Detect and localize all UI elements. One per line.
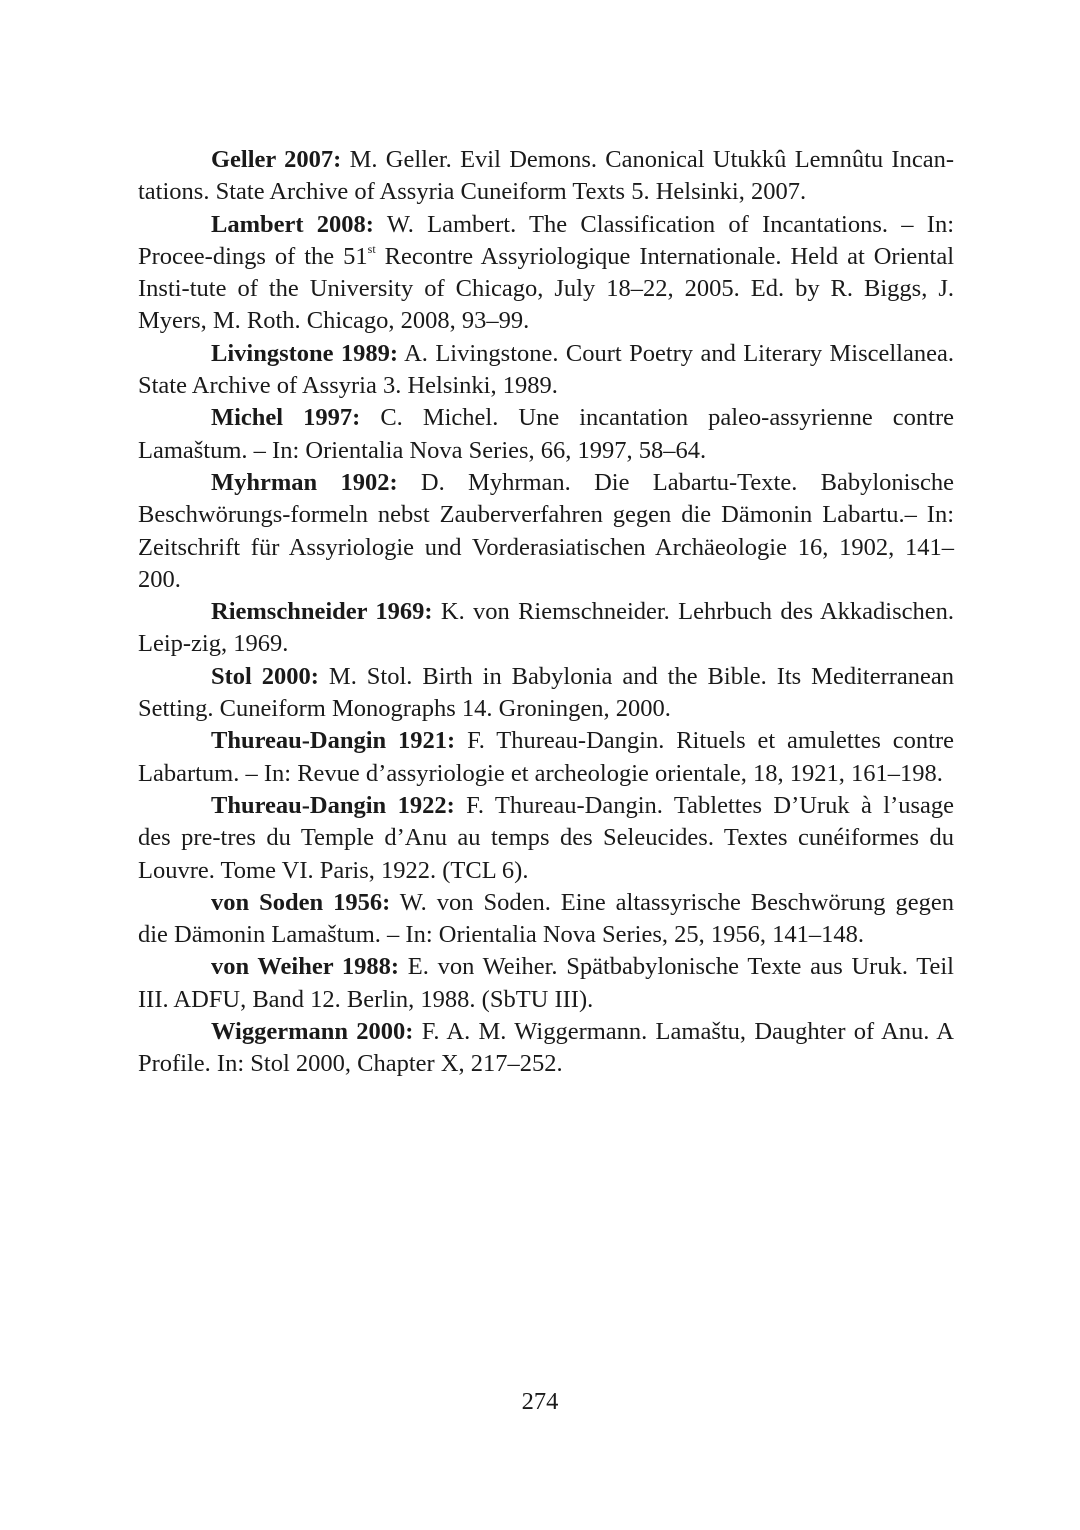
citation-text: F. Thureau-Dangin. Rituels et amulettes contre Labartum. – In: Revue d’assyriologie et archeologie orientale, 18, 1921, 161–198. [138, 727, 955, 787]
citation-text: A. Livingstone. Court Poetry and Literary Miscellanea. State Archive of Assyria 3. Helsinki, 1989. [138, 339, 954, 400]
citation-text: W. Lambert. The Classification of Incantations. – In: Procee-dings of the 51 [138, 210, 954, 270]
citation-key: von Soden 1956: [211, 888, 391, 916]
citation-text: W. von Soden. Eine altassyrische Beschwörung gegen die Dämonin Lamaštum. – In: Orientalia Nova Series, 25, 1956, 141–148. [138, 888, 954, 949]
page-number: 274 [521, 1388, 559, 1415]
bibliography-entry [138, 1016, 954, 1081]
citation-key: Livingstone 1989: [211, 339, 399, 367]
bibliography-entry [138, 596, 954, 661]
citation-text: F. A. M. Wiggermann. Lamaštu, Daughter of Anu. A Profile. In: Stol 2000, Chapter X, 217–252. [138, 1018, 954, 1078]
bibliography-entry [138, 661, 954, 726]
bibliography-entry [138, 887, 954, 952]
citation-key: Stol 2000: [211, 662, 319, 690]
citation-text: D. Myhrman. Die Labartu-Texte. Babylonische Beschwörungs-formeln nebst Zauberverfahren gegen die Dämonin Labartu.– In: Zeitschrift für Assyriologie und Vorderasiatischen Archäeologie 16, 1902, 141–200. [138, 468, 954, 593]
bibliography-entry [138, 402, 954, 467]
bibliography-entry [138, 144, 954, 209]
citation-key: Michel 1997: [211, 404, 361, 432]
bibliography-entry [138, 790, 954, 887]
citation-text: F. Thureau-Dangin. Tablettes D’Uruk à l’usage des pre-tres du Temple d’Anu au temps des Seleucides. Textes cunéiformes du Louvre. Tome VI. Paris, 1922. (TCL 6). [138, 791, 955, 884]
citation-key: Lambert 2008: [211, 210, 374, 238]
citation-text: Recontre Assyriologique Internationale. Held at Oriental Insti-tute of the University of Chicago, July 18–22, 2005. Ed. by R. Biggs, J. Myers, M. Roth. Chicago, 2008, 93–99. [138, 242, 955, 335]
bibliography-entry [138, 467, 954, 596]
bibliography-list [138, 144, 954, 1081]
citation-text: M. Stol. Birth in Babylonia and the Bible. Its Mediterranean Setting. Cuneiform Monographs 14. Groningen, 2000. [138, 662, 955, 723]
citation-text: K. von Riemschneider. Lehrbuch des Akkadischen. Leip-zig, 1969. [138, 598, 954, 658]
citation-text: M. Geller. Evil Demons. Canonical Utukkû Lemnûtu Incan-tations. State Archive of Assyria Cuneiform Texts 5. Helsinki, 2007. [138, 146, 955, 206]
bibliography-entry [138, 951, 954, 1016]
citation-key: Geller 2007: [211, 146, 342, 173]
ordinal-superscript: st [367, 241, 376, 256]
citation-key: von Weiher 1988: [211, 953, 400, 981]
citation-text: E. von Weiher. Spätbabylonische Texte aus Uruk. Teil III. ADFU, Band 12. Berlin, 1988. (SbTU III). [138, 953, 954, 1013]
bibliography-entry [138, 725, 954, 790]
bibliography-entry [138, 209, 954, 338]
citation-key: Thureau-Dangin 1921: [211, 727, 456, 755]
citation-key: Riemschneider 1969: [211, 598, 433, 626]
bibliography-entry [138, 338, 954, 403]
citation-key: Wiggermann 2000: [211, 1018, 414, 1046]
citation-text: C. Michel. Une incantation paleo-assyrienne contre Lamaštum. – In: Orientalia Nova Series, 66, 1997, 58–64. [138, 404, 954, 464]
citation-key: Thureau-Dangin 1922: [211, 791, 455, 819]
citation-key: Myhrman 1902: [211, 468, 398, 496]
